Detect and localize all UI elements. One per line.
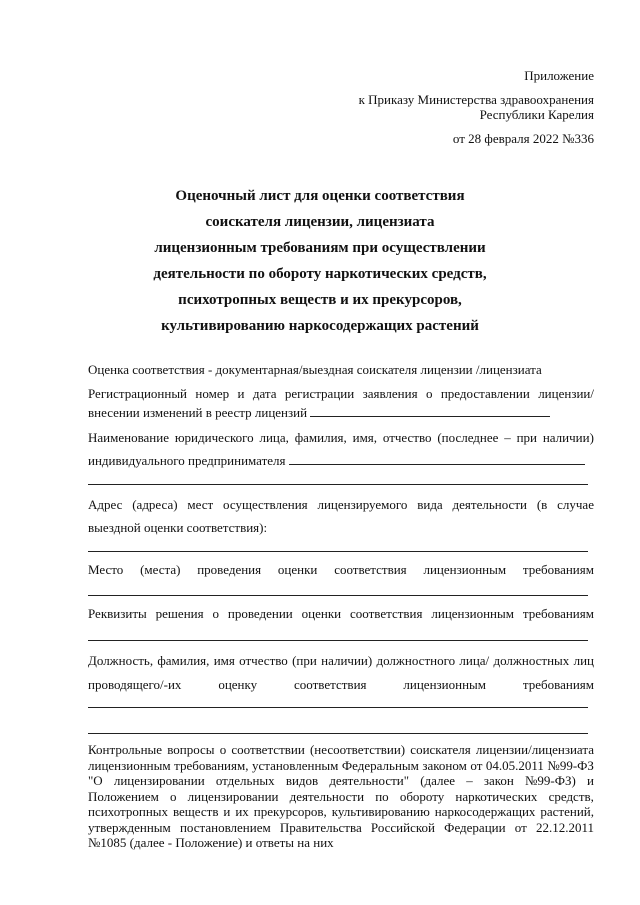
- word: юридического: [174, 430, 254, 445]
- registration-label-line-1: [88, 386, 594, 402]
- word: (последнее: [437, 430, 499, 445]
- word: постановлением: [179, 819, 271, 835]
- word: Российской: [370, 819, 435, 835]
- order-date-number: от 28 февраля 2022 №336: [452, 131, 594, 146]
- word: видов: [285, 773, 319, 788]
- word: отчество: [239, 653, 288, 668]
- control-line-6: [88, 820, 594, 836]
- word: и: [237, 386, 245, 401]
- word: от: [470, 757, 483, 773]
- word: установленным: [251, 757, 339, 773]
- word: наличии): [321, 653, 373, 668]
- word: от: [514, 819, 527, 835]
- word: проводящего/-их: [88, 677, 182, 692]
- name-label-line-1: [88, 430, 594, 446]
- word: имя: [213, 653, 235, 668]
- title-line-1: Оценочный лист для оценки соответствия: [175, 188, 465, 204]
- word: Адрес: [88, 497, 123, 512]
- word: (при: [292, 653, 317, 668]
- decision-label: [88, 606, 594, 622]
- word: осуществления: [223, 497, 308, 512]
- word: оценки: [277, 562, 318, 577]
- word: лицензировании: [113, 773, 205, 788]
- word: –: [466, 773, 473, 788]
- word: (адреса): [132, 497, 178, 512]
- word: деятельности": [329, 773, 410, 788]
- assessment-type: Оценка соответствия - документарная/выездная соискателя лицензии /лицензиата: [88, 362, 542, 377]
- word: прекурсоров,: [253, 804, 327, 819]
- title-line-2: соискателя лицензии, лицензиата: [205, 214, 435, 230]
- word: мест: [187, 497, 214, 512]
- word: проведения: [197, 562, 262, 577]
- address-label-line-2: выездной оценки соответствия):: [88, 520, 268, 535]
- word: оценку: [218, 677, 258, 692]
- word: веществ: [172, 804, 219, 819]
- word: деятельности: [452, 497, 527, 512]
- word: деятельности: [289, 788, 365, 804]
- address-field[interactable]: [88, 551, 588, 552]
- word: лицензировании: [187, 788, 279, 804]
- word: 04.05.2011: [485, 757, 544, 773]
- republic-label: Республики Карелия: [479, 107, 594, 122]
- word: о: [212, 606, 219, 621]
- name-label-text: индивидуального предпринимателя: [88, 453, 286, 468]
- word: отдельных: [215, 773, 275, 788]
- word: (несоответствии): [309, 742, 406, 757]
- word: номер: [195, 386, 230, 401]
- word: Место: [88, 562, 124, 577]
- word: фамилия,: [294, 430, 347, 445]
- word: Федерации: [444, 819, 506, 835]
- order-reference: к Приказу Министерства здравоохранения: [358, 92, 594, 107]
- title-line-5: психотропных веществ и их прекурсоров,: [178, 292, 462, 308]
- word: вида: [417, 497, 443, 512]
- word: имя,: [352, 430, 378, 445]
- word: "О: [88, 773, 103, 788]
- word: растений,: [540, 804, 594, 819]
- word: о: [170, 788, 177, 804]
- title-line-4: деятельности по обороту наркотических средств,: [153, 266, 487, 282]
- word: наличии): [542, 430, 594, 445]
- word: Федеральным: [341, 757, 419, 773]
- word: законом: [422, 757, 467, 773]
- appendix-label: Приложение: [524, 68, 594, 83]
- decision-field[interactable]: [88, 640, 588, 641]
- word: предоставлении: [440, 386, 530, 401]
- place-field[interactable]: [88, 595, 588, 596]
- word: о: [425, 386, 433, 401]
- word: соответствия: [334, 562, 407, 577]
- word: Положением: [88, 788, 159, 804]
- word: (в: [536, 497, 548, 512]
- name-field-extra-line[interactable]: [88, 484, 588, 485]
- word: дата: [252, 386, 277, 401]
- word: соответствия: [294, 677, 367, 692]
- word: по: [375, 788, 389, 804]
- word: лицензионным: [88, 757, 171, 773]
- word: регистрации: [284, 386, 355, 401]
- word: №99-ФЗ: [547, 757, 594, 773]
- word: лицензионным: [403, 677, 487, 692]
- word: требованиям: [522, 677, 594, 692]
- official-label-line-1: [88, 653, 594, 669]
- control-line-4: [88, 789, 594, 805]
- word: –: [504, 430, 511, 445]
- word: культивированию: [331, 804, 430, 819]
- word: Регистрационный: [88, 386, 188, 401]
- registration-field[interactable]: [310, 405, 550, 417]
- word: Правительства: [279, 819, 362, 835]
- word: их: [235, 804, 249, 819]
- official-field-2[interactable]: [88, 733, 588, 734]
- control-questions-paragraph: [88, 742, 594, 851]
- name-label-line-2: [88, 453, 585, 469]
- registration-label-text: внесении изменений в реестр лицензий: [88, 405, 308, 420]
- word: №99-ФЗ): [525, 773, 576, 788]
- control-line-5: [88, 804, 594, 820]
- registration-label-line-2: [88, 405, 550, 421]
- word: (места): [140, 562, 181, 577]
- word: наркосодержащих: [434, 804, 536, 819]
- word: (далее: [420, 773, 456, 788]
- word: Должность,: [88, 653, 154, 668]
- word: наркотических: [455, 788, 538, 804]
- title-line-3: лицензионным требованиям при осуществлении: [154, 240, 486, 256]
- word: средств,: [548, 788, 594, 804]
- word: обороту: [399, 788, 445, 804]
- word: лицензируемого: [317, 497, 408, 512]
- control-line-3: [88, 773, 594, 789]
- word: 22.12.2011: [535, 819, 594, 835]
- control-line-1: [88, 742, 594, 758]
- name-field[interactable]: [289, 453, 585, 465]
- word: вопросы: [167, 742, 215, 757]
- word: закон: [483, 773, 514, 788]
- word: отчество: [382, 430, 432, 445]
- official-field-1[interactable]: [88, 707, 588, 708]
- word: утвержденным: [88, 819, 171, 835]
- word: при: [516, 430, 537, 445]
- official-label-line-2: [88, 677, 594, 693]
- word: Контрольные: [88, 742, 163, 757]
- word: решения: [155, 606, 204, 621]
- word: проведении: [227, 606, 293, 621]
- word: и: [223, 804, 231, 819]
- word: требованиям: [522, 562, 594, 577]
- word: лицензии/: [538, 386, 594, 401]
- word: лиц: [573, 653, 594, 668]
- place-label: [88, 562, 594, 578]
- word: соответствии: [231, 742, 305, 757]
- word: случае: [557, 497, 594, 512]
- control-line-7: №1085 (далее - Положение) и ответы на них: [88, 835, 334, 850]
- word: требованиям,: [174, 757, 249, 773]
- word: требованиям: [522, 606, 594, 621]
- word: оценки: [301, 606, 342, 621]
- word: и: [587, 773, 594, 788]
- word: соискателя: [410, 742, 471, 757]
- word: соответствия: [350, 606, 423, 621]
- word: Наименование: [88, 430, 169, 445]
- word: о: [219, 742, 227, 757]
- address-label-line-1: [88, 497, 594, 513]
- word: Реквизиты: [88, 606, 147, 621]
- title-line-6: культивированию наркосодержащих растений: [161, 318, 479, 334]
- word: лицензии/лицензиата: [475, 742, 594, 757]
- control-line-2: [88, 758, 594, 774]
- word: психотропных: [88, 804, 169, 819]
- word: заявления: [362, 386, 418, 401]
- word: должностного: [376, 653, 456, 668]
- word: лица/: [459, 653, 490, 668]
- word: фамилия,: [157, 653, 210, 668]
- word: лицензионным: [423, 562, 507, 577]
- word: лицензионным: [431, 606, 514, 621]
- word: должностных: [493, 653, 570, 668]
- word: лица,: [259, 430, 289, 445]
